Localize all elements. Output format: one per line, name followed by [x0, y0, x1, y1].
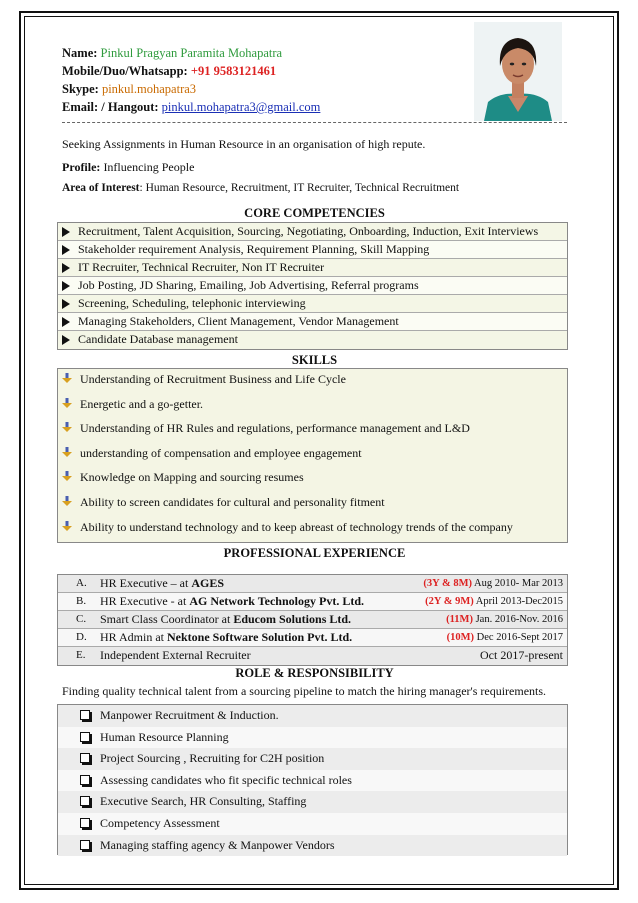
- job-duration: [446, 611, 563, 628]
- job-title: [100, 629, 352, 646]
- list-item: [58, 492, 567, 517]
- list-item: [58, 223, 567, 241]
- experience-heading: PROFESSIONAL EXPERIENCE: [223, 546, 406, 560]
- item-text: Understanding of Recruitment Business and Life Cycle: [80, 372, 346, 386]
- header-divider: [62, 122, 567, 123]
- profile-photo: [474, 22, 562, 121]
- row-letter: D.: [76, 631, 87, 643]
- down-arrow-bullet-icon: [62, 447, 72, 457]
- email-line: [62, 100, 320, 115]
- experience-table: [57, 574, 568, 666]
- list-item: [58, 295, 567, 313]
- role-text: HR Executive – at: [100, 576, 192, 590]
- table-row: [58, 593, 567, 611]
- list-item: [58, 241, 567, 259]
- down-arrow-bullet-icon: [62, 398, 72, 408]
- row-letter: A.: [76, 577, 87, 589]
- seeking-statement: Seeking Assignments in Human Resource in an organisation of high repute.: [62, 137, 426, 151]
- item-text: Job Posting, JD Sharing, Emailing, Job Advertising, Referral programs: [78, 278, 419, 292]
- list-item: [58, 791, 567, 813]
- mobile-label: Mobile/Duo/Whatsapp:: [62, 64, 188, 78]
- job-duration: [447, 629, 563, 646]
- item-text: understanding of compensation and employee engagement: [80, 445, 362, 460]
- list-item: [58, 369, 567, 394]
- skype-value: pinkul.mohapatra3: [101, 82, 197, 96]
- checkbox-bullet-icon: [80, 818, 90, 828]
- table-row: [58, 647, 567, 665]
- interest-line: [62, 181, 459, 196]
- item-text: Stakeholder requirement Analysis, Requirement Planning, Skill Mapping: [78, 242, 430, 256]
- profile-label: Profile:: [62, 160, 101, 174]
- list-item: [58, 277, 567, 295]
- down-arrow-bullet-icon: [62, 422, 72, 432]
- skype-label: Skype:: [62, 82, 99, 96]
- list-item: [58, 331, 567, 349]
- competencies-heading: CORE COMPETENCIES: [244, 206, 385, 220]
- down-arrow-bullet-icon: [62, 373, 72, 383]
- list-item: [58, 418, 567, 443]
- item-text: Ability to understand technology and to keep abreast of technology trends of the company: [80, 519, 513, 534]
- interest-label: Area of Interest: [62, 182, 140, 194]
- tenure: (10M): [446, 632, 475, 643]
- interest-value: : Human Resource, Recruitment, IT Recruiter, Technical Recruitment: [139, 182, 460, 194]
- dates: Dec 2016-Sept 2017: [476, 632, 563, 643]
- list-item: [58, 727, 567, 749]
- item-text: Screening, Scheduling, telephonic interviewing: [78, 296, 306, 310]
- company-name: AG Network Technology Pvt. Ltd.: [189, 594, 364, 608]
- item-text: Knowledge on Mapping and sourcing resumes: [80, 470, 304, 485]
- role-text: Independent External Recruiter: [100, 648, 251, 662]
- dates: Aug 2010- Mar 2013: [474, 578, 563, 589]
- list-item: [58, 443, 567, 468]
- checkbox-bullet-icon: [80, 796, 90, 806]
- checkbox-bullet-icon: [80, 775, 90, 785]
- email-link[interactable]: pinkul.mohapatra3@gmail.com: [161, 100, 321, 114]
- name-value: Pinkul Pragyan Paramita Mohapatra: [100, 46, 283, 60]
- row-letter: C.: [76, 613, 87, 625]
- item-text: Managing staffing agency & Manpower Vendors: [100, 837, 335, 852]
- role-intro: Finding quality technical talent from a sourcing pipeline to match the hiring manager's requirements.: [62, 684, 547, 698]
- company-name: AGES: [191, 576, 224, 590]
- item-text: Competency Assessment: [100, 815, 220, 830]
- down-arrow-bullet-icon: [62, 496, 72, 506]
- dates: April 2013-Dec2015: [475, 596, 563, 607]
- name-label: Name:: [62, 46, 98, 60]
- profile-line: [62, 160, 194, 175]
- skills-heading: SKILLS: [291, 353, 338, 367]
- company-name: Nektone Software Solution Pvt. Ltd.: [167, 630, 353, 644]
- row-letter: E.: [76, 649, 86, 661]
- list-item: [58, 259, 567, 277]
- item-text: Human Resource Planning: [100, 729, 229, 744]
- job-duration: [423, 575, 563, 592]
- tenure: (11M): [446, 614, 473, 625]
- item-text: Managing Stakeholders, Client Management, Vendor Management: [78, 314, 399, 328]
- role-list: [57, 704, 568, 855]
- name-line: [62, 46, 282, 61]
- list-item: [58, 394, 567, 419]
- checkbox-bullet-icon: [80, 710, 90, 720]
- skills-list: [57, 368, 568, 543]
- checkbox-bullet-icon: [80, 753, 90, 763]
- mobile-line: [62, 64, 276, 79]
- job-duration: [425, 593, 563, 610]
- arrow-bullet-icon: [62, 317, 70, 327]
- arrow-bullet-icon: [62, 299, 70, 309]
- row-letter: B.: [76, 595, 87, 607]
- email-label: Email: / Hangout:: [62, 100, 159, 114]
- role-heading: ROLE & RESPONSIBILITY: [235, 666, 394, 680]
- dates: Jan. 2016-Nov. 2016: [475, 614, 563, 625]
- job-title: [100, 593, 364, 610]
- table-row: [58, 611, 567, 629]
- table-row: [58, 629, 567, 647]
- down-arrow-bullet-icon: [62, 471, 72, 481]
- arrow-bullet-icon: [62, 245, 70, 255]
- company-name: Educom Solutions Ltd.: [233, 612, 352, 626]
- item-text: Candidate Database management: [78, 332, 238, 346]
- list-item: [58, 705, 567, 727]
- dates: Oct 2017-present: [480, 648, 563, 662]
- job-duration: [480, 647, 563, 664]
- role-text: HR Admin at: [100, 630, 168, 644]
- arrow-bullet-icon: [62, 227, 70, 237]
- arrow-bullet-icon: [62, 263, 70, 273]
- list-item: [58, 517, 567, 542]
- tenure: (2Y & 9M): [425, 596, 474, 607]
- list-item: [58, 813, 567, 835]
- item-text: Energetic and a go-getter.: [80, 396, 204, 411]
- job-title: [100, 647, 251, 664]
- tenure: (3Y & 8M): [423, 578, 472, 589]
- list-item: [58, 467, 567, 492]
- down-arrow-bullet-icon: [62, 521, 72, 531]
- item-text: Ability to screen candidates for cultural and personality fitment: [80, 494, 385, 509]
- list-item: [58, 748, 567, 770]
- item-text: IT Recruiter, Technical Recruiter, Non IT Recruiter: [78, 260, 325, 274]
- item-text: Project Sourcing , Recruiting for C2H position: [100, 751, 325, 766]
- role-text: HR Executive - at: [100, 594, 190, 608]
- item-text: Manpower Recruitment & Induction.: [100, 708, 279, 722]
- arrow-bullet-icon: [62, 335, 70, 345]
- list-item: [58, 313, 567, 331]
- list-item: [58, 770, 567, 792]
- mobile-value: +91 9583121461: [190, 64, 277, 78]
- list-item: [58, 835, 567, 857]
- skype-line: [62, 82, 196, 97]
- profile-value: Influencing People: [103, 160, 195, 174]
- item-text: Recruitment, Talent Acquisition, Sourcing, Negotiating, Onboarding, Induction, Exit Interviews: [78, 224, 539, 238]
- role-text: Smart Class Coordinator at: [100, 612, 234, 626]
- competencies-list: [57, 222, 568, 350]
- job-title: [100, 575, 224, 592]
- table-row: [58, 575, 567, 593]
- checkbox-bullet-icon: [80, 732, 90, 742]
- item-text: Assessing candidates who fit specific technical roles: [100, 772, 352, 787]
- item-text: Executive Search, HR Consulting, Staffing: [100, 794, 307, 809]
- arrow-bullet-icon: [62, 281, 70, 291]
- job-title: [100, 611, 351, 628]
- checkbox-bullet-icon: [80, 840, 90, 850]
- item-text: Understanding of HR Rules and regulations, performance management and L&D: [80, 421, 470, 436]
